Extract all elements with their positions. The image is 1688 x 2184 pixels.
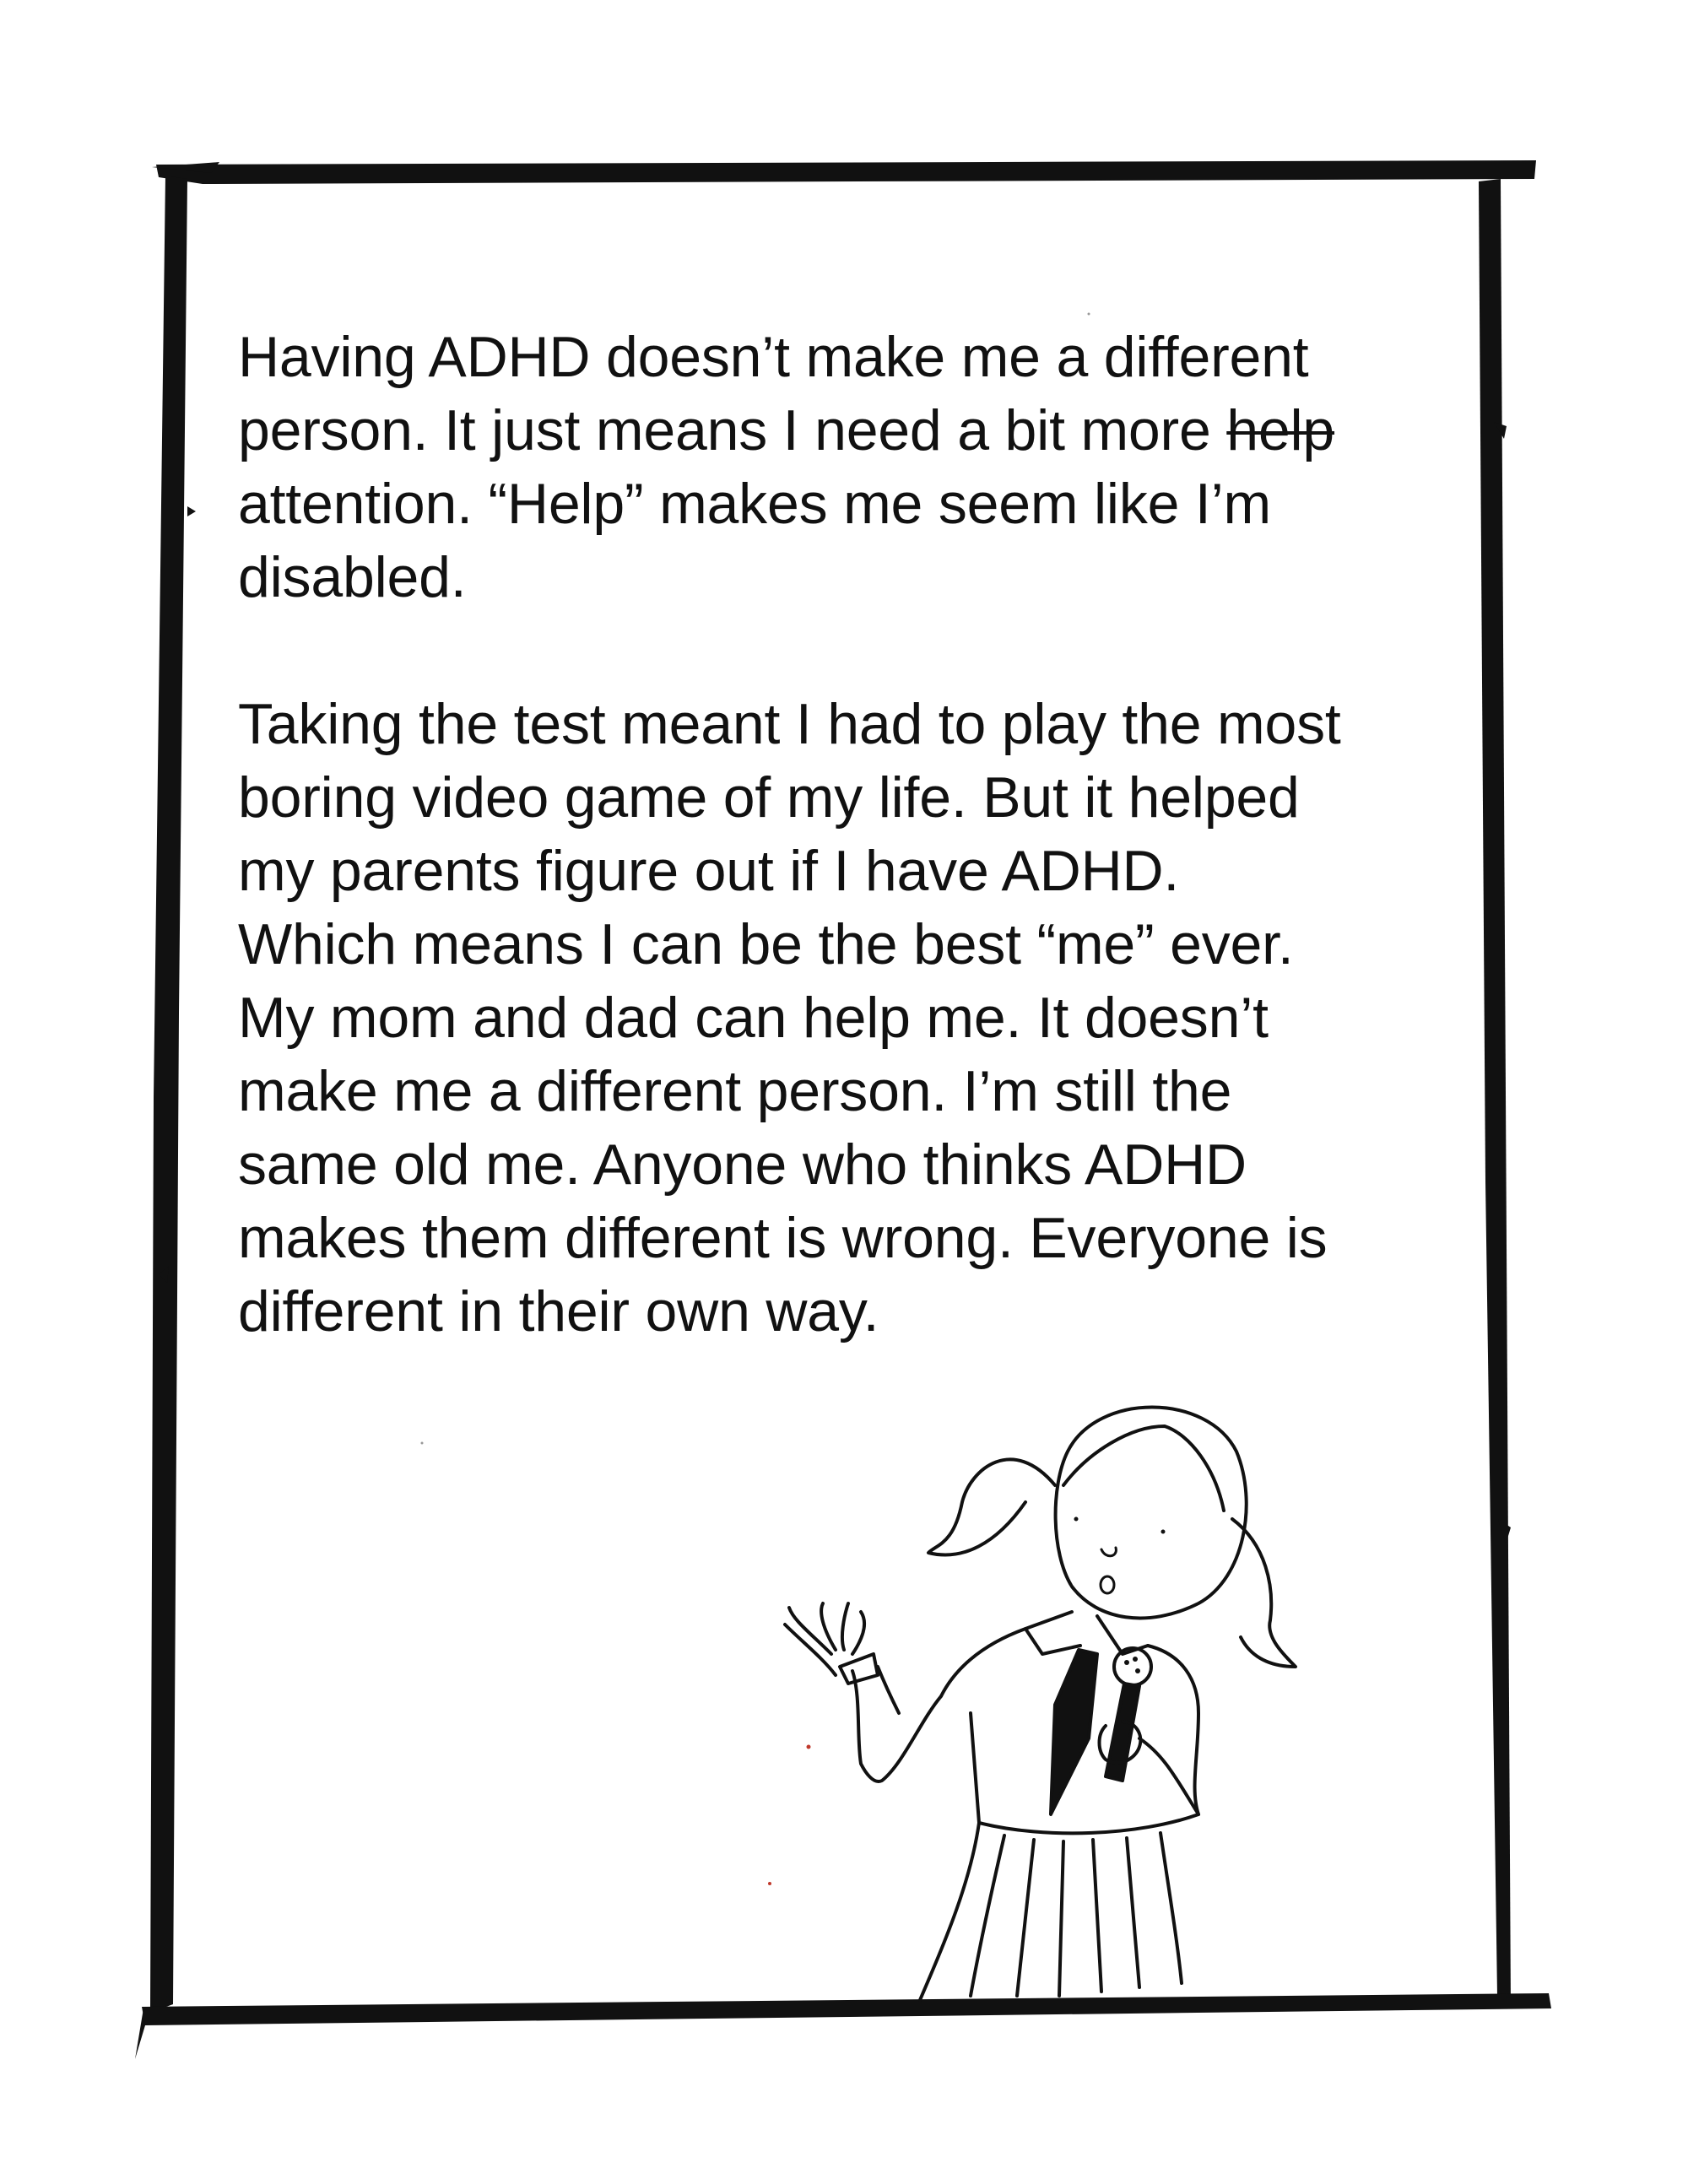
right-arm [1139, 1738, 1198, 1814]
hair-line [1063, 1426, 1224, 1511]
tie [1051, 1650, 1097, 1814]
left-hand [785, 1603, 864, 1675]
text-line: make me a different person. I’m still the [238, 1059, 1232, 1123]
text-line: My mom and dad can help me. It doesn’t [238, 986, 1269, 1050]
frame-left [150, 176, 187, 2013]
microphone-handle [1106, 1684, 1139, 1781]
left-cuff [840, 1654, 878, 1684]
text-line: Taking the test meant I had to play the most [238, 692, 1341, 756]
microphone-head [1114, 1648, 1151, 1685]
text-line [238, 394, 1453, 468]
text-line: Which means I can be the best “me” ever. [238, 912, 1294, 976]
mouth [1101, 1576, 1114, 1593]
text-line: attention. “Help” makes me seem like I’m [238, 472, 1271, 536]
text-line: same old me. Anyone who thinks ADHD [238, 1133, 1247, 1197]
left-pigtail [928, 1459, 1055, 1554]
frame-top [156, 160, 1536, 184]
text-line: boring video game of my life. But it helped [238, 765, 1300, 830]
girl-illustration [760, 1367, 1350, 2008]
struck-word: help [1226, 398, 1335, 462]
head [1056, 1408, 1247, 1619]
text-segment: person. It just means I need a bit more [238, 398, 1227, 462]
right-eye [1161, 1530, 1166, 1534]
paragraph-gap [238, 614, 1453, 688]
text-line: different in their own way. [238, 1279, 879, 1343]
nose [1101, 1548, 1116, 1556]
frame-right [1479, 179, 1511, 2008]
text-line: makes them different is wrong. Everyone is [238, 1206, 1328, 1270]
left-eye [1074, 1517, 1079, 1522]
left-arm [852, 1667, 941, 1781]
text-line: my parents figure out if I have ADHD. [238, 839, 1180, 903]
narration-text [238, 321, 1453, 1349]
text-line: Having ADHD doesn’t make me a different [238, 325, 1309, 389]
text-line: disabled. [238, 545, 467, 609]
skirt [920, 1823, 1182, 2000]
